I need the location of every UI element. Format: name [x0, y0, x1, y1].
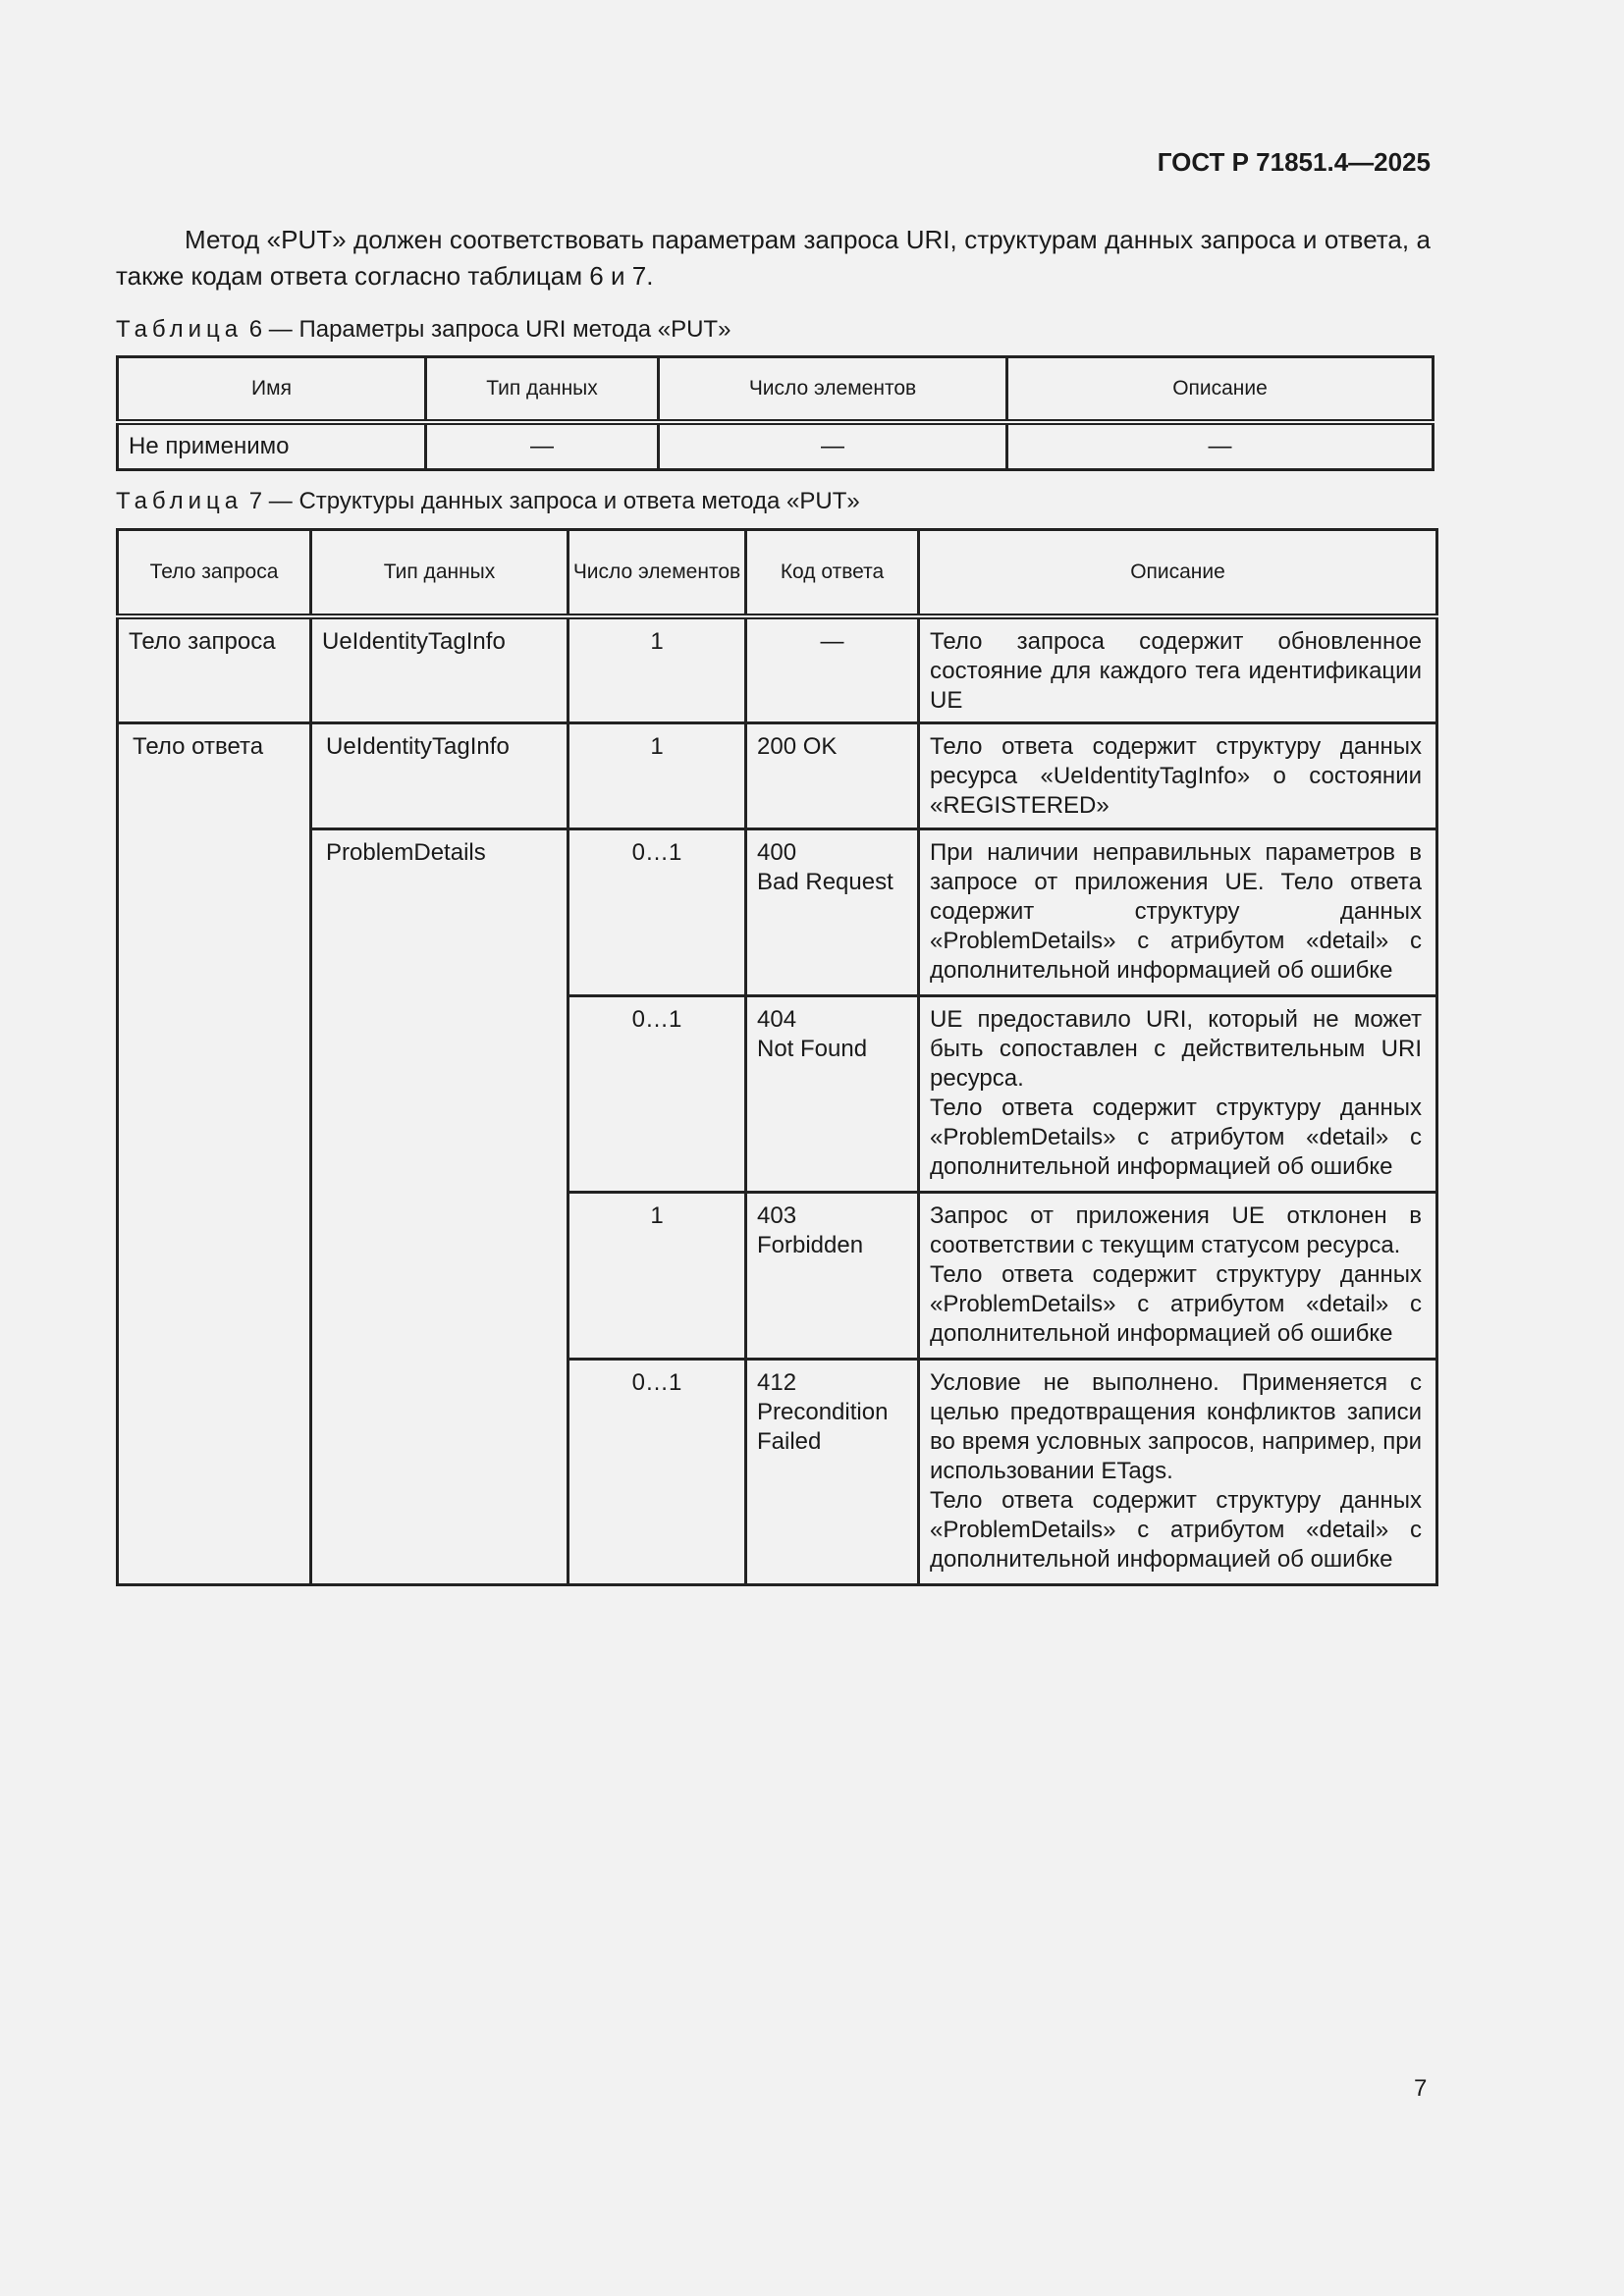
table-6 [116, 355, 1435, 471]
table7-header-cell: Код ответа [746, 530, 919, 617]
code-number: 404 [757, 1005, 797, 1033]
table7-cell-count: 0…1 [568, 995, 746, 1192]
table6-row [118, 422, 1434, 470]
desc-line: UE предоставило URI, который не может быть сопоставлен с действительным URI ресурса. [930, 1005, 1422, 1092]
code-text: Bad Request [757, 868, 893, 895]
table7-cell-desc [919, 1192, 1437, 1359]
table7-cell-count: 0…1 [568, 828, 746, 995]
table7-cell-type: UeIdentityTagInfo [311, 722, 568, 828]
table6-header-cell: Описание [1007, 357, 1434, 423]
table7-cell-code: 200 OK [746, 722, 919, 828]
code-text: Precondition [757, 1398, 889, 1425]
table7-row [118, 616, 1437, 722]
table7-cell-body: Тело запроса [118, 616, 311, 722]
table7-cell-count: 0…1 [568, 1359, 746, 1584]
desc-line: Условие не выполнено. Применяется с целью предотвращения конфликтов записи во время условных запросов, например, при использовании ETags. [930, 1368, 1422, 1484]
table7-cell-count: 1 [568, 1192, 746, 1359]
table7-cell-desc [919, 1359, 1437, 1584]
table7-caption [116, 488, 860, 515]
table6-caption-word: Таблица [116, 316, 244, 343]
table7-cell-desc: Тело запроса содержит обновленное состояние для каждого тега идентификации UE [919, 616, 1437, 722]
table6-header-cell: Имя [118, 357, 426, 423]
table7-cell-desc: Тело ответа содержит структуру данных ресурса «UeIdentityTagInfo» о состоянии «REGISTERED» [919, 722, 1437, 828]
table6-cell: Не применимо [118, 422, 426, 470]
table7-cell-code [746, 828, 919, 995]
table6-caption-text: 6 — Параметры запроса URI метода «PUT» [248, 316, 731, 343]
table7-cell-code [746, 1359, 919, 1584]
table7-header-row [118, 530, 1437, 617]
table7-header-cell: Число элементов [568, 530, 746, 617]
table7-row [118, 828, 1437, 995]
table6-cell: — [1007, 422, 1434, 470]
table7-caption-text: 7 — Структуры данных запроса и ответа метода «PUT» [248, 488, 860, 514]
page-number: 7 [1414, 2075, 1428, 2102]
table6-header-row [118, 357, 1434, 423]
code-text: Not Found [757, 1035, 868, 1062]
intro-paragraph: Метод «PUT» должен соответствовать параметрам запроса URI, структурам данных запроса и ответа, а также кодам ответа согласно таблицам 6 и 7. [116, 225, 1431, 291]
table7-cell-desc: При наличии неправильных параметров в запросе от приложения UE. Тело ответа содержит структуру данных «ProblemDetails» с атрибутом «detail» с дополнительной информацией об ошибке [919, 828, 1437, 995]
code-number: 412 [757, 1368, 797, 1396]
table6-header-cell: Тип данных [426, 357, 659, 423]
desc-line: Тело ответа содержит структуру данных «ProblemDetails» с атрибутом «detail» с дополнительной информацией об ошибке [930, 1260, 1422, 1347]
code-text: Failed [757, 1427, 822, 1455]
table7-cell-desc [919, 995, 1437, 1192]
table6-cell: — [426, 422, 659, 470]
table6-header-cell: Число элементов [659, 357, 1007, 423]
table7-cell-code [746, 1192, 919, 1359]
table7-cell-code: — [746, 616, 919, 722]
table7-row [118, 722, 1437, 828]
table7-caption-word: Таблица [116, 488, 244, 514]
table7-cell-type: UeIdentityTagInfo [311, 616, 568, 722]
table7-header-cell: Тип данных [311, 530, 568, 617]
code-number: 400 [757, 838, 797, 866]
table7-header-cell: Описание [919, 530, 1437, 617]
table7-cell-body: Тело ответа [118, 722, 311, 1584]
table7-cell-code [746, 995, 919, 1192]
desc-line: Тело ответа содержит структуру данных «ProblemDetails» с атрибутом «detail» с дополнительной информацией об ошибке [930, 1486, 1422, 1573]
table7-cell-count: 1 [568, 722, 746, 828]
table6-cell: — [659, 422, 1007, 470]
code-number: 403 [757, 1201, 797, 1229]
table6-caption [116, 316, 731, 344]
table-7 [116, 528, 1438, 1586]
document-id-header: ГОСТ Р 71851.4—2025 [1157, 147, 1431, 177]
code-text: Forbidden [757, 1231, 864, 1258]
table7-cell-type: ProblemDetails [311, 828, 568, 1584]
table7-header-cell: Тело запроса [118, 530, 311, 617]
desc-line: Запрос от приложения UE отклонен в соответствии с текущим статусом ресурса. [930, 1201, 1422, 1258]
desc-line: Тело ответа содержит структуру данных «ProblemDetails» с атрибутом «detail» с дополнительной информацией об ошибке [930, 1094, 1422, 1180]
table7-cell-count: 1 [568, 616, 746, 722]
